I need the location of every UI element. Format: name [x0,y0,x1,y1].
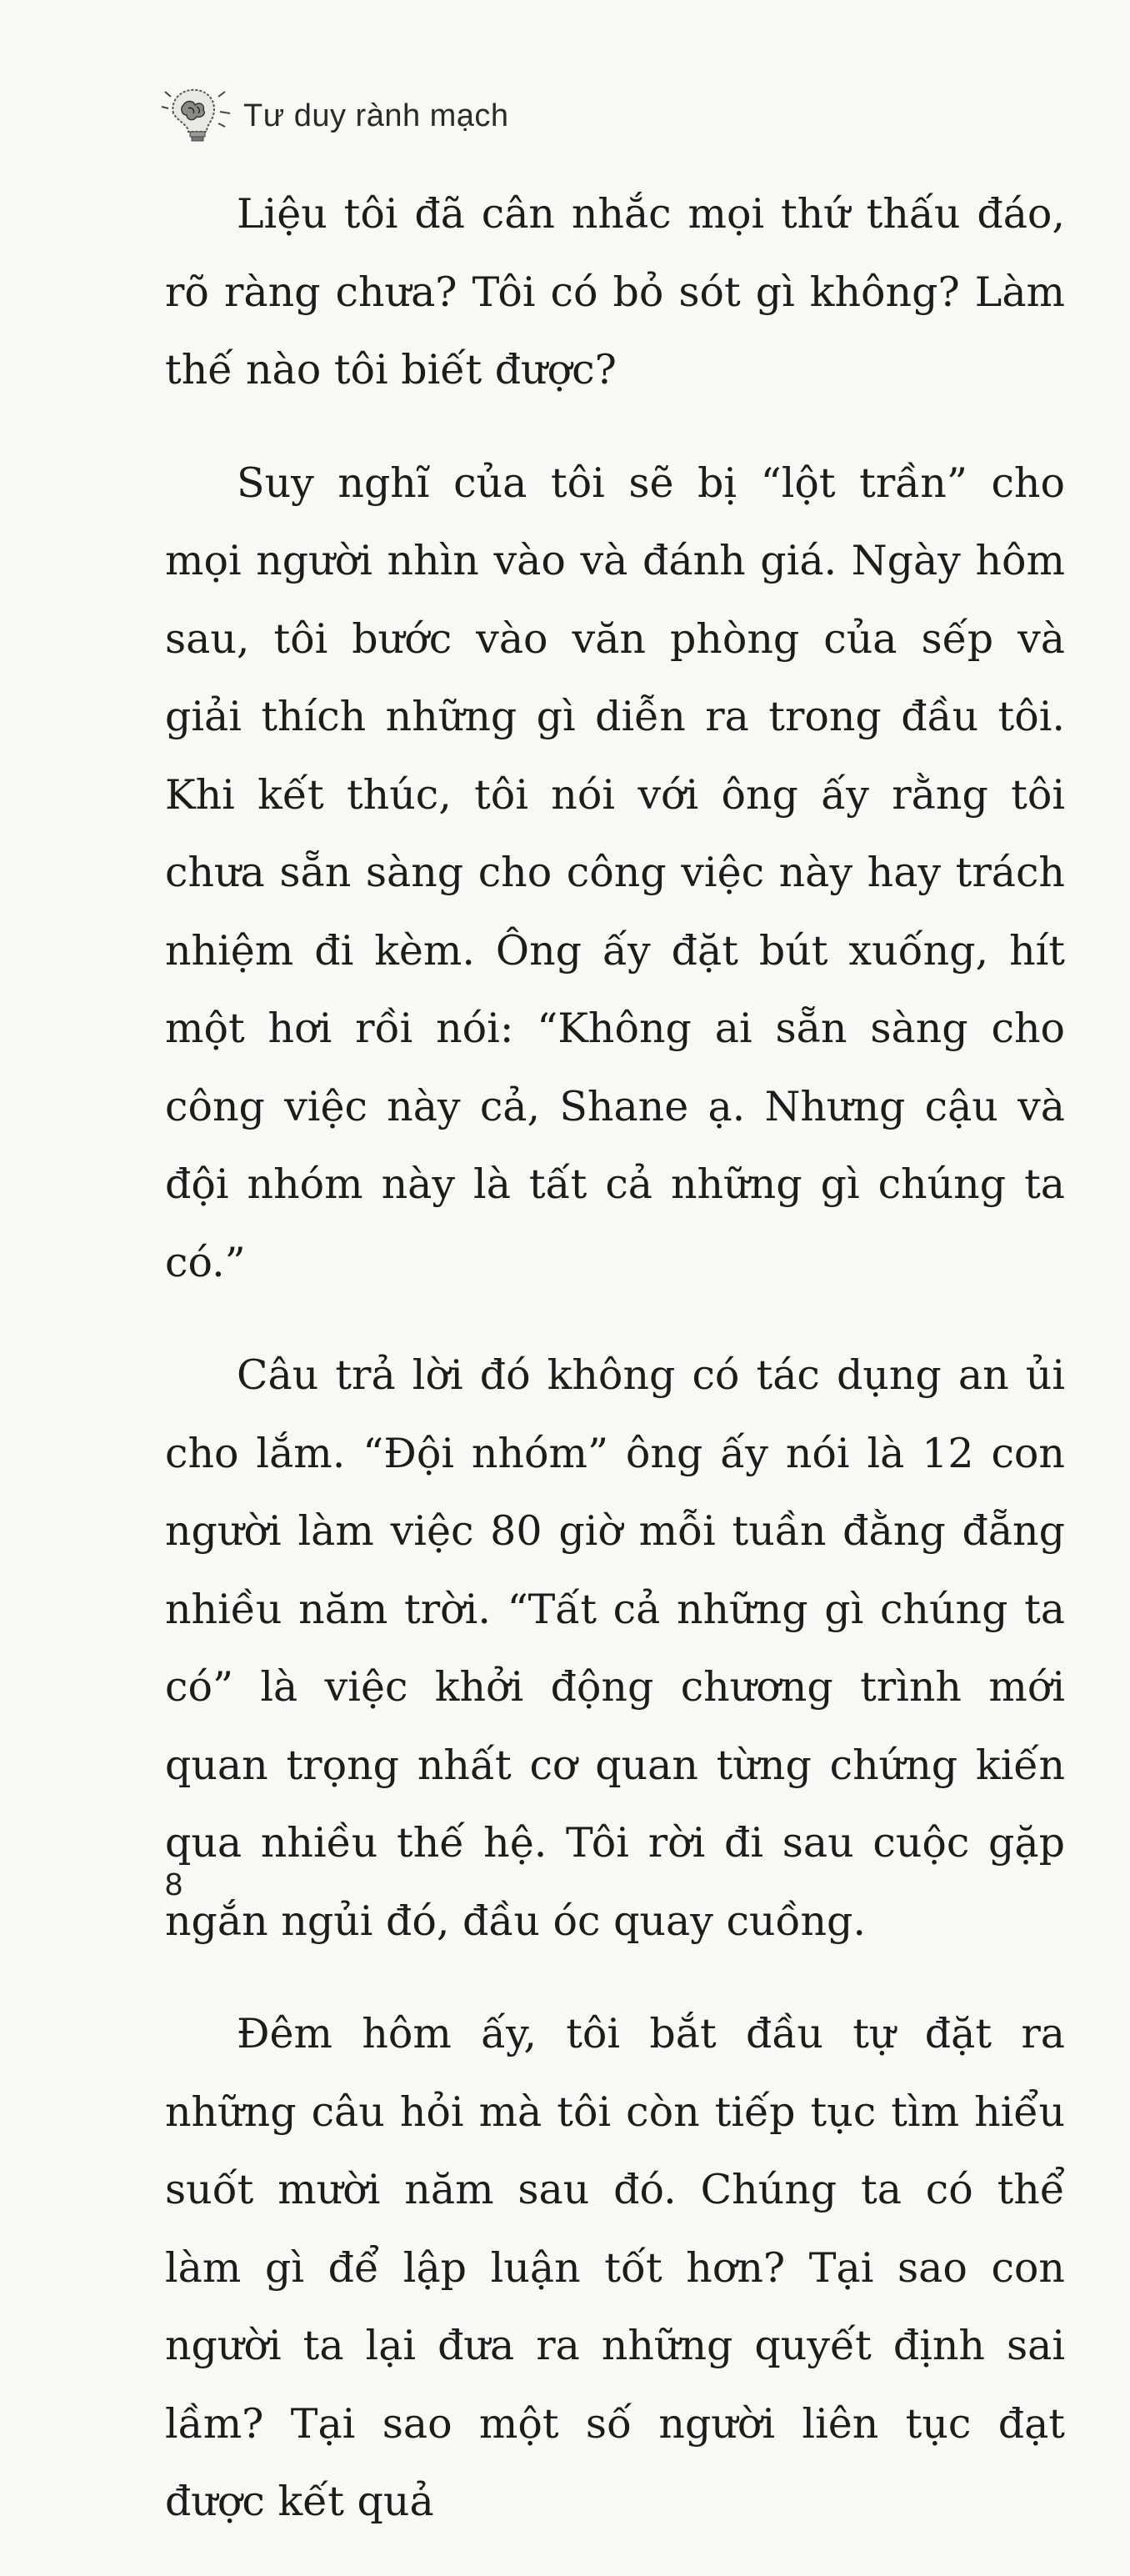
brain-lightbulb-icon [158,80,238,152]
paragraph: Câu trả lời đó không có tác dụng an ủi cho lắm. “Đội nhóm” ông ấy nói là 12 con người làm việc 80 giờ mỗi tuần đằng đẵng nhiều năm trời. “Tất cả những gì chúng ta có” là việc khởi động chương trình mới quan trọng nhất cơ quan từng chứng kiến qua nhiều thế hệ. Tôi rời đi sau cuộc gặp ngắn ngủi đó, đầu óc quay cuồng. [165,1351,1065,1945]
paragraph: Suy nghĩ của tôi sẽ bị “lột trần” cho mọi người nhìn vào và đánh giá. Ngày hôm sau, tôi bước vào văn phòng của sếp và giải thích những gì diễn ra trong đầu tôi. Khi kết thúc, tôi nói với ông ấy rằng tôi chưa sẵn sàng cho công việc này hay trách nhiệm đi kèm. Ông ấy đặt bút xuống, hít một hơi rồi nói: “Không ai sẵn sàng cho công việc này cả, Shane ạ. Nhưng cậu và đội nhóm này là tất cả những gì chúng ta có.” [165,459,1065,1286]
running-header [158,80,509,152]
paragraph: Liệu tôi đã cân nhắc mọi thứ thấu đáo, rõ ràng chưa? Tôi có bỏ sót gì không? Làm thế nào tôi biết được? [165,190,1065,393]
body-text [165,175,1065,2576]
page-number: 8 [165,1867,183,1902]
paragraph: Đêm hôm ấy, tôi bắt đầu tự đặt ra những câu hỏi mà tôi còn tiếp tục tìm hiểu suốt mười năm sau đó. Chúng ta có thể làm gì để lập luận tốt hơn? Tại sao con người ta lại đưa ra những quyết định sai lầm? Tại sao một số người liên tục đạt được kết quả [165,2010,1065,2525]
running-header-title: Tư duy rành mạch [243,98,509,133]
